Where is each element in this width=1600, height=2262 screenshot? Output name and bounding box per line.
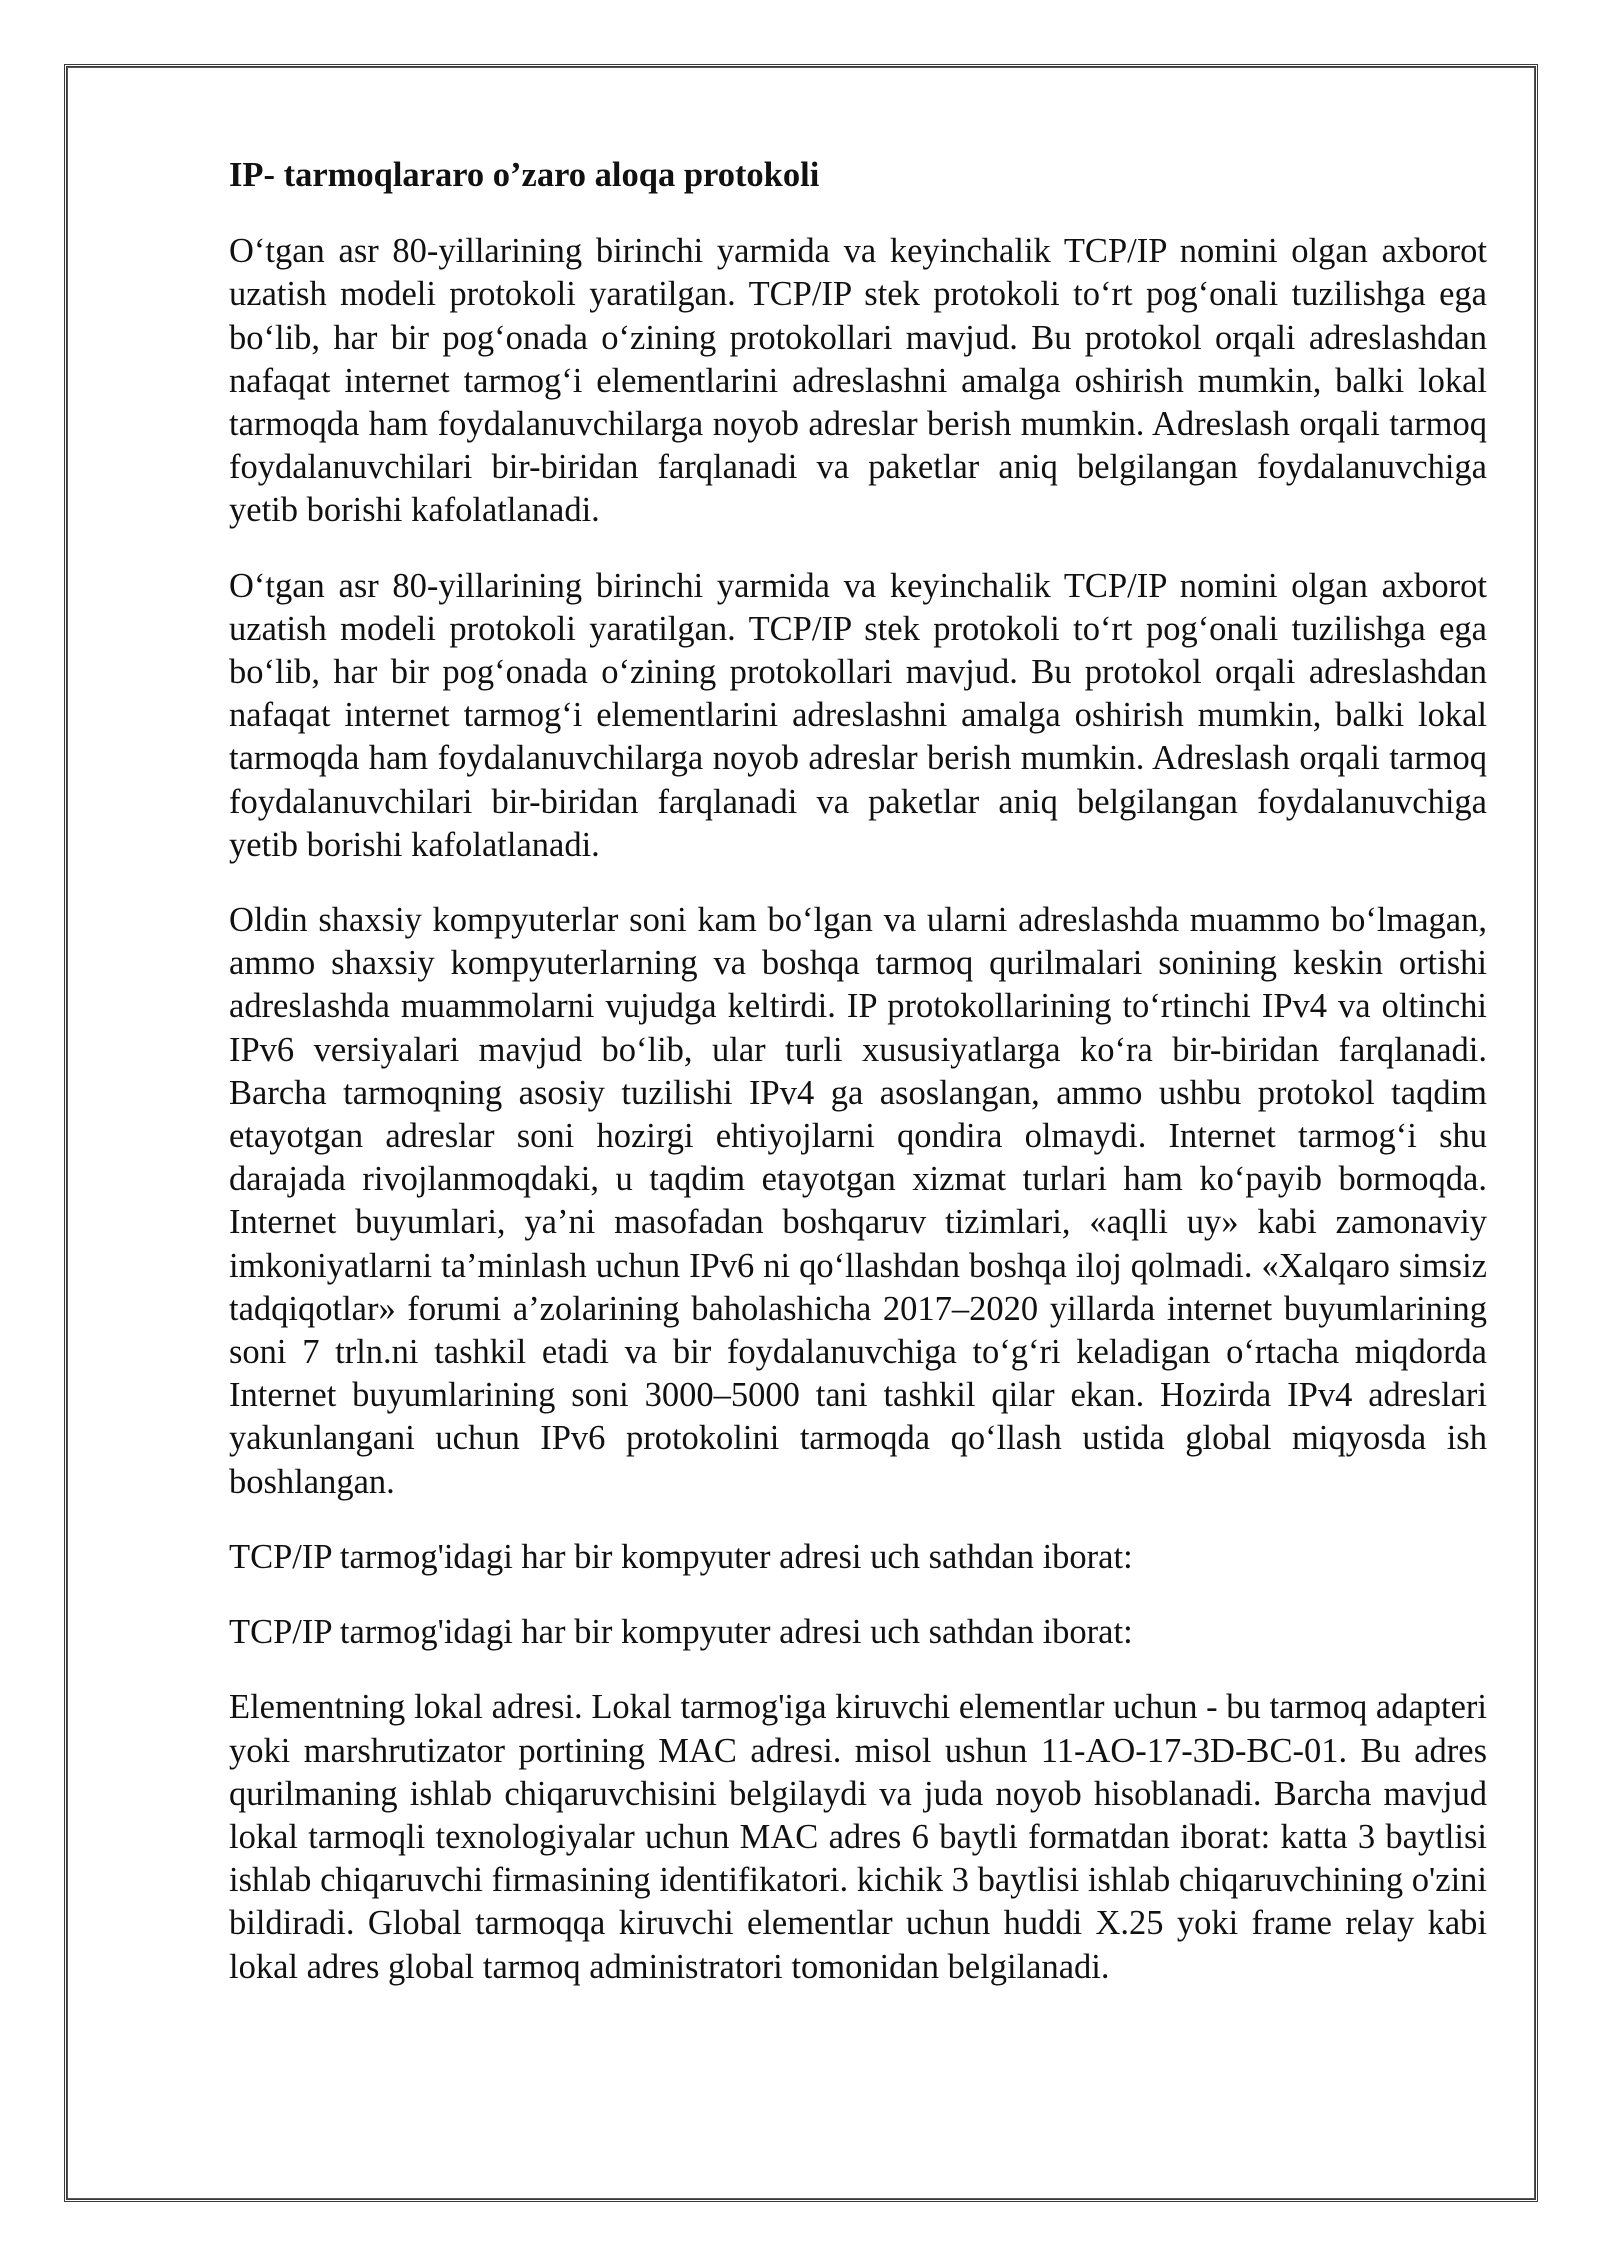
document-title: IP- tarmoqlararo o’zaro aloqa protokoli [229,156,820,194]
paragraph-5: TCP/IP tarmog'idagi har bir kompyuter adresi uch sathdan iborat: [229,1613,1133,1652]
paragraph-1: O‘tgan asr 80-yillarining birinchi yarmida va keyinchalik TCP/IP nomini olgan axborot uzatish modeli protokoli yaratilgan. TCP/IP stek protokoli to‘rt pog‘onali tuzilishga ega bo‘lib, har bir pog‘onada o‘zining protokollari mavjud. Bu protokol orqali adreslashdan nafaqat internet tarmog‘i elementlarini adreslashni amalga oshirish mumkin, balki lokal tarmoqda ham foydalanuvchilarga noyob adreslar berish mumkin. Adreslash orqali tarmoq foydalanuvchilari bir-biridan farqlanadi va paketlar aniq belgilangan foydalanuvchiga yetib borishi kafolatlanadi. [229,232,1487,530]
paragraph-6: Elementning lokal adresi. Lokal tarmog'iga kiruvchi elementlar uchun - bu tarmoq adapteri yoki marshrutizator portining MAC adresi. misol ushun 11-AO-17-3D-BC-01. Bu adres qurilmaning ishlab chiqaruvchisini belgilaydi va juda noyob hisoblanadi. Barcha mavjud lokal tarmoqli texnologiyalar uchun MAC adres 6 baytli formatdan iborat: katta 3 baytlisi ishlab chiqaruvchi firmasining identifikatori. kichik 3 baytlisi ishlab chiqaruvchining o'zini bildiradi. Global tarmoqqa kiruvchi elementlar uchun huddi X.25 yoki frame relay kabi lokal adres global tarmoq administratori tomonidan belgilanadi. [229,1688,1487,1986]
paragraph-2: O‘tgan asr 80-yillarining birinchi yarmida va keyinchalik TCP/IP nomini olgan axborot uzatish modeli protokoli yaratilgan. TCP/IP stek protokoli to‘rt pog‘onali tuzilishga ega bo‘lib, har bir pog‘onada o‘zining protokollari mavjud. Bu protokol orqali adreslashdan nafaqat internet tarmog‘i elementlarini adreslashni amalga oshirish mumkin, balki lokal tarmoqda ham foydalanuvchilarga noyob adreslar berish mumkin. Adreslash orqali tarmoq foydalanuvchilari bir-biridan farqlanadi va paketlar aniq belgilangan foydalanuvchiga yetib borishi kafolatlanadi. [229,566,1487,864]
paragraph-4: TCP/IP tarmog'idagi har bir kompyuter adresi uch sathdan iborat: [229,1537,1133,1576]
document-body [229,154,1487,2021]
paragraph-3: Oldin shaxsiy kompyuterlar soni kam bo‘lgan va ularni adreslashda muammo bo‘lmagan, ammo shaxsiy kompyuterlarning va boshqa tarmoq qurilmalari sonining keskin ortishi adreslashda muammolarni vujudga keltirdi. IP protokollarining to‘rtinchi IPv4 va oltinchi IPv6 versiyalari mavjud bo‘lib, ular turli xususiyatlarga ko‘ra bir-biridan farqlanadi. Barcha tarmoqning asosiy tuzilishi IPv4 ga asoslangan, ammo ushbu protokol taqdim etayotgan adreslar soni hozirgi ehtiyojlarni qondira olmaydi. Internet tarmog‘i shu darajada rivojlanmoqdaki, u taqdim etayotgan xizmat turlari ham ko‘payib bormoqda. Internet buyumlari, ya’ni masofadan boshqaruv tizimlari, «aqlli uy» kabi zamonaviy imkoniyatlarni ta’minlash uchun IPv6 ni qo‘llashdan boshqa iloj qolmadi. «Xalqaro simsiz tadqiqotlar» forumi a’zolarining baholashicha 2017–2020 yillarda internet buyumlarining soni 7 trln.ni tashkil etadi va bir foydalanuvchiga to‘g‘ri keladigan o‘rtacha miqdorda Internet buyumlarining soni 3000–5000 tani tashkil qilar ekan. Hozirda IPv4 adreslari yakunlangani uchun IPv6 protokolini tarmoqda qo‘llash ustida global miqyosda ish boshlangan. [229,901,1487,1501]
